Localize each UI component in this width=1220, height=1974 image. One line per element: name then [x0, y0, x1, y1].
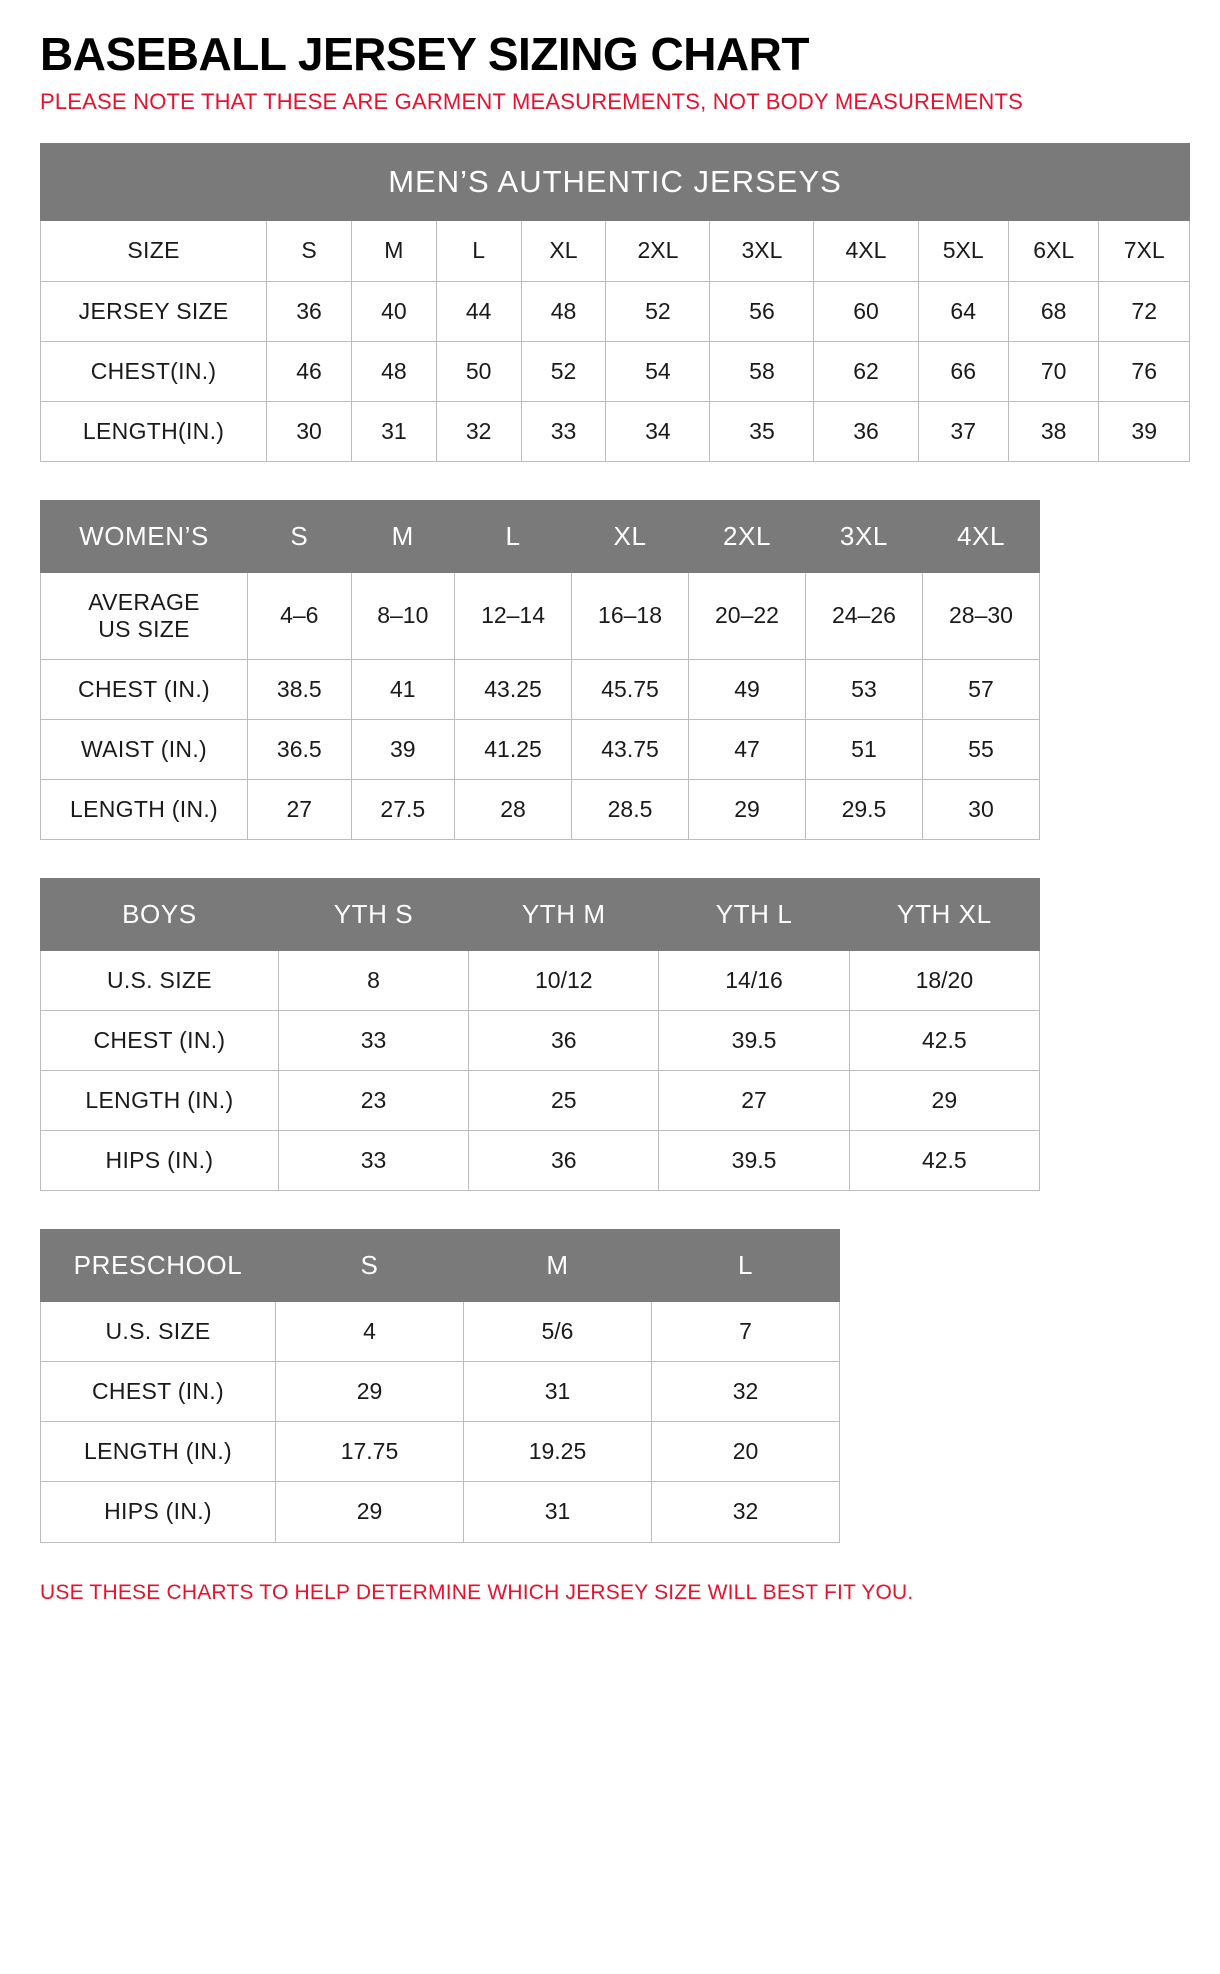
boys-jerseys-table — [40, 878, 1040, 1191]
size-header: YTH M — [469, 879, 659, 951]
size-header: 4XL — [922, 500, 1039, 572]
table-header-row — [41, 1230, 840, 1302]
measurement-cell: 56 — [710, 281, 814, 341]
measurement-cell: 12–14 — [455, 572, 572, 659]
measurement-cell: 72 — [1099, 281, 1190, 341]
size-header: YTH L — [659, 879, 849, 951]
measurement-cell: 43.75 — [572, 720, 689, 780]
measurement-cell: 29 — [275, 1482, 463, 1542]
measurement-cell: 36.5 — [248, 720, 352, 780]
table-row — [41, 341, 1190, 401]
size-header: 7XL — [1099, 221, 1190, 281]
measurement-cell: 5/6 — [463, 1302, 651, 1362]
measurement-cell: 42.5 — [849, 1131, 1039, 1191]
row-header: CHEST (IN.) — [41, 1362, 276, 1422]
measurement-cell: 30 — [922, 780, 1039, 840]
measurement-cell: 8–10 — [351, 572, 455, 659]
size-header: YTH S — [278, 879, 468, 951]
size-header: 6XL — [1008, 221, 1098, 281]
size-header: L — [455, 500, 572, 572]
table-header-row — [41, 221, 1190, 281]
measurement-cell: 23 — [278, 1071, 468, 1131]
table-row — [41, 1362, 840, 1422]
size-header: L — [436, 221, 521, 281]
table-banner: MEN’S AUTHENTIC JERSEYS — [41, 143, 1190, 221]
garment-measurement-note: PLEASE NOTE THAT THESE ARE GARMENT MEASUREMENTS, NOT BODY MEASUREMENTS — [40, 89, 1024, 115]
table-row — [41, 1131, 1040, 1191]
size-header: M — [351, 500, 455, 572]
row-header: LENGTH (IN.) — [41, 1071, 279, 1131]
measurement-cell: 52 — [606, 281, 710, 341]
measurement-cell: 25 — [469, 1071, 659, 1131]
row-header: LENGTH(IN.) — [41, 401, 267, 461]
measurement-cell: 8 — [278, 950, 468, 1010]
measurement-cell: 36 — [469, 1131, 659, 1191]
measurement-cell: 27 — [659, 1071, 849, 1131]
measurement-cell: 39.5 — [659, 1011, 849, 1071]
size-header: 3XL — [710, 221, 814, 281]
measurement-cell: 29 — [689, 780, 806, 840]
measurement-cell: 39 — [351, 720, 455, 780]
size-header: 5XL — [918, 221, 1008, 281]
table-header-label: BOYS — [41, 879, 279, 951]
measurement-cell: 47 — [689, 720, 806, 780]
table-row — [41, 281, 1190, 341]
measurement-cell: 16–18 — [572, 572, 689, 659]
table-header-label: WOMEN’S — [41, 500, 248, 572]
size-header: 2XL — [606, 221, 710, 281]
measurement-cell: 27.5 — [351, 780, 455, 840]
measurement-cell: 29 — [849, 1071, 1039, 1131]
measurement-cell: 43.25 — [455, 659, 572, 719]
table-row — [41, 1302, 840, 1362]
measurement-cell: 35 — [710, 401, 814, 461]
measurement-cell: 18/20 — [849, 950, 1039, 1010]
size-header: S — [248, 500, 352, 572]
table-row — [41, 720, 1040, 780]
table-row — [41, 401, 1190, 461]
measurement-cell: 10/12 — [469, 950, 659, 1010]
measurement-cell: 33 — [278, 1131, 468, 1191]
table-header-row — [41, 500, 1040, 572]
measurement-cell: 51 — [805, 720, 922, 780]
measurement-cell: 28–30 — [922, 572, 1039, 659]
measurement-cell: 28 — [455, 780, 572, 840]
table-row — [41, 780, 1040, 840]
measurement-cell: 17.75 — [275, 1422, 463, 1482]
measurement-cell: 32 — [651, 1362, 839, 1422]
size-header: XL — [521, 221, 606, 281]
measurement-cell: 36 — [469, 1011, 659, 1071]
table-row — [41, 659, 1040, 719]
measurement-cell: 41 — [351, 659, 455, 719]
measurement-cell: 42.5 — [849, 1011, 1039, 1071]
size-header: M — [463, 1230, 651, 1302]
measurement-cell: 58 — [710, 341, 814, 401]
size-header: L — [651, 1230, 839, 1302]
table-row — [41, 1011, 1040, 1071]
row-header: SIZE — [41, 221, 267, 281]
measurement-cell: 44 — [436, 281, 521, 341]
row-header: HIPS (IN.) — [41, 1482, 276, 1542]
row-header: JERSEY SIZE — [41, 281, 267, 341]
measurement-cell: 34 — [606, 401, 710, 461]
measurement-cell: 27 — [248, 780, 352, 840]
measurement-cell: 36 — [814, 401, 918, 461]
measurement-cell: 29.5 — [805, 780, 922, 840]
measurement-cell: 37 — [918, 401, 1008, 461]
measurement-cell: 53 — [805, 659, 922, 719]
measurement-cell: 19.25 — [463, 1422, 651, 1482]
table-row — [41, 572, 1040, 659]
measurement-cell: 57 — [922, 659, 1039, 719]
measurement-cell: 31 — [351, 401, 436, 461]
measurement-cell: 50 — [436, 341, 521, 401]
measurement-cell: 24–26 — [805, 572, 922, 659]
measurement-cell: 38.5 — [248, 659, 352, 719]
table-header-label: PRESCHOOL — [41, 1230, 276, 1302]
row-header: U.S. SIZE — [41, 950, 279, 1010]
measurement-cell: 32 — [436, 401, 521, 461]
measurement-cell: 14/16 — [659, 950, 849, 1010]
measurement-cell: 62 — [814, 341, 918, 401]
footer-note: USE THESE CHARTS TO HELP DETERMINE WHICH JERSEY SIZE WILL BEST FIT YOU. — [40, 1580, 914, 1604]
row-header: CHEST (IN.) — [41, 659, 248, 719]
measurement-cell: 33 — [278, 1011, 468, 1071]
size-header: M — [351, 221, 436, 281]
measurement-cell: 28.5 — [572, 780, 689, 840]
row-header: LENGTH (IN.) — [41, 780, 248, 840]
measurement-cell: 39 — [1099, 401, 1190, 461]
measurement-cell: 39.5 — [659, 1131, 849, 1191]
measurement-cell: 7 — [651, 1302, 839, 1362]
row-header: HIPS (IN.) — [41, 1131, 279, 1191]
measurement-cell: 46 — [267, 341, 352, 401]
measurement-cell: 4 — [275, 1302, 463, 1362]
measurement-cell: 40 — [351, 281, 436, 341]
measurement-cell: 48 — [351, 341, 436, 401]
size-header: 2XL — [689, 500, 806, 572]
measurement-cell: 31 — [463, 1362, 651, 1422]
measurement-cell: 29 — [275, 1362, 463, 1422]
measurement-cell: 31 — [463, 1482, 651, 1542]
measurement-cell: 32 — [651, 1482, 839, 1542]
measurement-cell: 33 — [521, 401, 606, 461]
measurement-cell: 41.25 — [455, 720, 572, 780]
measurement-cell: 54 — [606, 341, 710, 401]
size-header: YTH XL — [849, 879, 1039, 951]
measurement-cell: 49 — [689, 659, 806, 719]
size-header: 4XL — [814, 221, 918, 281]
measurement-cell: 30 — [267, 401, 352, 461]
measurement-cell: 4–6 — [248, 572, 352, 659]
measurement-cell: 20–22 — [689, 572, 806, 659]
table-banner-row — [41, 143, 1190, 221]
measurement-cell: 66 — [918, 341, 1008, 401]
measurement-cell: 52 — [521, 341, 606, 401]
measurement-cell: 36 — [267, 281, 352, 341]
measurement-cell: 64 — [918, 281, 1008, 341]
size-header: 3XL — [805, 500, 922, 572]
size-header: XL — [572, 500, 689, 572]
page-title: BASEBALL JERSEY SIZING CHART — [40, 28, 809, 80]
table-header-row — [41, 879, 1040, 951]
measurement-cell: 60 — [814, 281, 918, 341]
table-row — [41, 950, 1040, 1010]
row-header: WAIST (IN.) — [41, 720, 248, 780]
table-row — [41, 1422, 840, 1482]
size-header: S — [267, 221, 352, 281]
womens-jerseys-table — [40, 500, 1040, 840]
measurement-cell: 20 — [651, 1422, 839, 1482]
mens-authentic-jerseys-table — [40, 143, 1190, 462]
size-header: S — [275, 1230, 463, 1302]
measurement-cell: 68 — [1008, 281, 1098, 341]
row-header: CHEST (IN.) — [41, 1011, 279, 1071]
table-row — [41, 1482, 840, 1542]
row-header: AVERAGE US SIZE — [41, 572, 248, 659]
measurement-cell: 70 — [1008, 341, 1098, 401]
table-row — [41, 1071, 1040, 1131]
measurement-cell: 45.75 — [572, 659, 689, 719]
measurement-cell: 55 — [922, 720, 1039, 780]
row-header: U.S. SIZE — [41, 1302, 276, 1362]
measurement-cell: 76 — [1099, 341, 1190, 401]
row-header: LENGTH (IN.) — [41, 1422, 276, 1482]
preschool-jerseys-table — [40, 1229, 840, 1542]
measurement-cell: 38 — [1008, 401, 1098, 461]
measurement-cell: 48 — [521, 281, 606, 341]
row-header: CHEST(IN.) — [41, 341, 267, 401]
